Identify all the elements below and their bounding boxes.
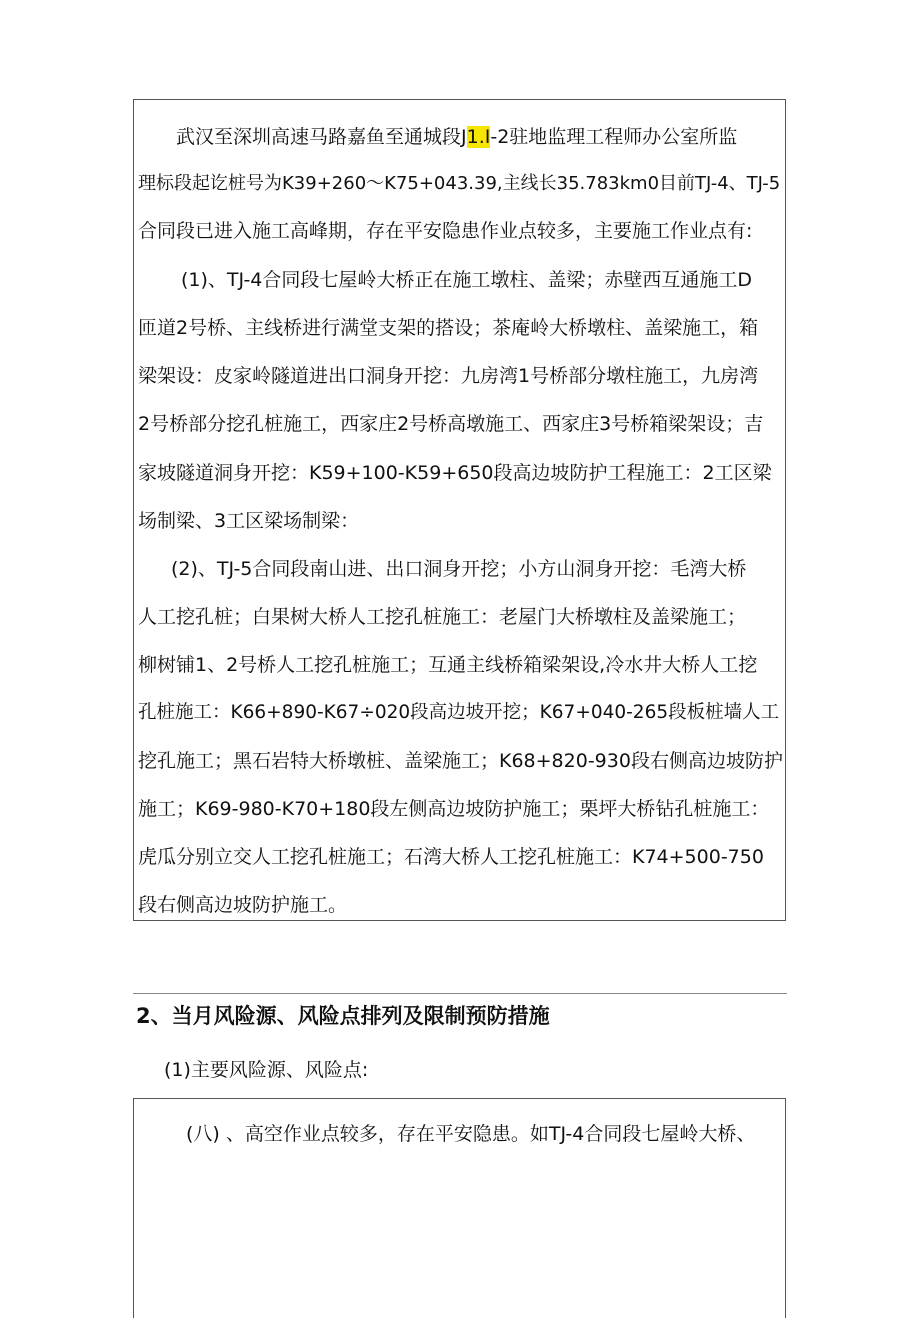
section-divider bbox=[133, 993, 787, 994]
intro-line-1 bbox=[176, 125, 737, 149]
item1-line-4: 2号桥部分挖孔桩施工，西家庄2号桥高墩施工、西家庄3号桥箱梁架设；吉 bbox=[138, 413, 764, 435]
item1-line-6: 场制梁、3工区梁场制梁： bbox=[138, 510, 360, 532]
highlighted-text: 1.I bbox=[466, 126, 491, 148]
item2-line-3: 柳树铺1、2号桥人工挖孔桩施工；互通主线桥箱梁架设,冷水井大桥人工挖 bbox=[138, 654, 758, 676]
item1-line-5: 家坡隧道洞身开挖：K59+100-K59+650段高边坡防护工程施工：2工区梁 bbox=[138, 462, 772, 484]
intro-line-3: 合同段已进入施工高峰期，存在平安隐患作业点较多，主要施工作业点有: bbox=[138, 220, 753, 242]
item2-line-2: 人工挖孔桩；白果树大桥人工挖孔桩施工：老屋门大桥墩柱及盖梁施工； bbox=[138, 606, 747, 628]
item1-line-2: 匝道2号桥、主线桥进行满堂支架的搭设；茶庵岭大桥墩柱、盖梁施工，箱 bbox=[138, 317, 759, 339]
item1-line-1: (1)、TJ-4合同段七屋岭大桥正在施工墩柱、盖梁；赤壁西互通施工D bbox=[181, 269, 753, 291]
item2-line-4: 孔桩施工：K66+890-K67÷020段高边坡开挖；K67+040-265段板桩墙人工 bbox=[138, 702, 780, 723]
item2-line-1: (2)、TJ-5合同段南山进、出口洞身开挖；小方山洞身开挖：毛湾大桥 bbox=[171, 558, 747, 580]
item2-line-8: 段右侧高边坡防护施工。 bbox=[138, 894, 348, 916]
item2-line-6: 施工；K69-980-K70+180段左侧高边坡防护施工；栗坪大桥钻孔桩施工： bbox=[138, 798, 770, 820]
item2-line-5: 挖孔施工；黑石岩特大桥墩桩、盖梁施工；K68+820-930段右侧高边坡防护 bbox=[138, 750, 783, 772]
risk-line-1: (八) 、高空作业点较多，存在平安隐患。如TJ-4合同段七屋岭大桥、 bbox=[186, 1123, 756, 1145]
intro-line-1-text: 武汉至深圳高速马路嘉鱼至通城段J bbox=[176, 126, 467, 148]
intro-line-1-text-end: -2驻地监理工程师办公室所监 bbox=[490, 126, 738, 148]
section-heading: 2、当月风险源、风险点排列及限制预防措施 bbox=[136, 1004, 550, 1028]
item1-line-3: 梁架设：皮家岭隧道进出口洞身开挖：九房湾1号桥部分墩柱施工，九房湾 bbox=[138, 365, 759, 387]
item2-line-7: 虎瓜分别立交人工挖孔桩施工；石湾大桥人工挖孔桩施工：K74+500-750 bbox=[138, 846, 764, 868]
section-subheading: (1)主要风险源、风险点: bbox=[164, 1059, 369, 1081]
intro-line-2: 理标段起讫桩号为K39+260〜K75+043.39,主线长35.783km0目前TJ-4、TJ-5 bbox=[138, 173, 781, 194]
